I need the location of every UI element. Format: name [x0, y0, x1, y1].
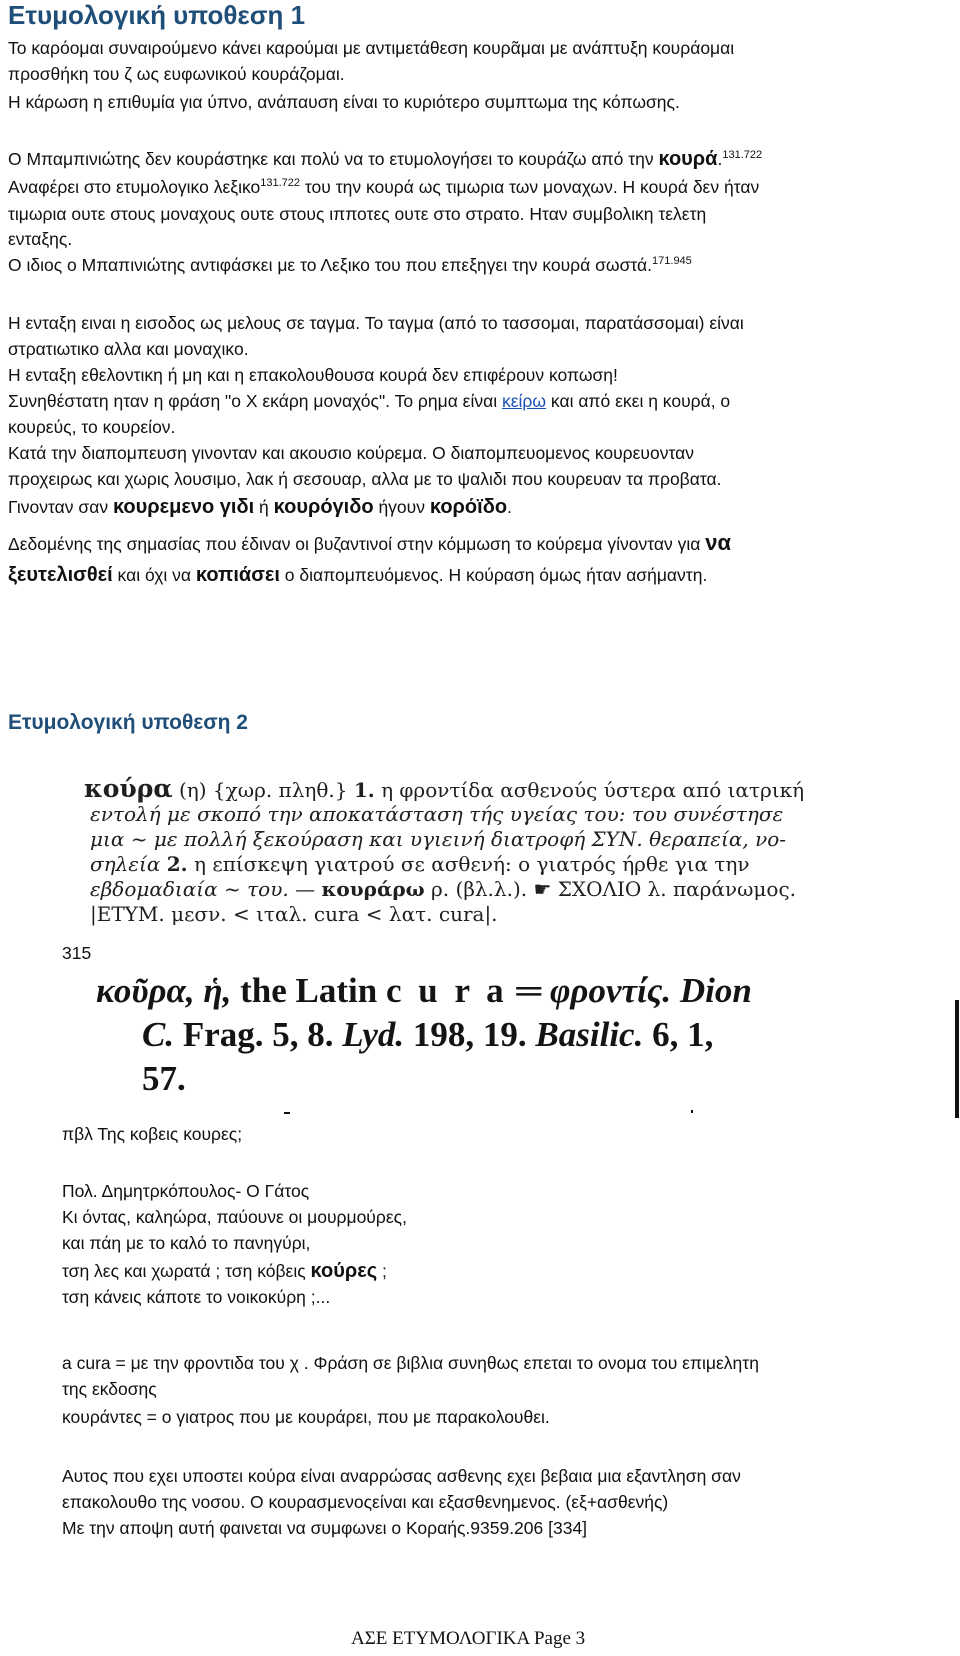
text-run: ήγουν: [373, 497, 430, 517]
page-footer: ΑΣΕ ΕΤΥΜΟΛΟΓΙΚΑ Page 3: [351, 1628, 586, 1649]
paragraph-line: Το καρόομαι συναιρούμενο κάνει καρούμαι με αντιμετάθεση κουρᾶμαι με ανάπτυξη κουράομαι: [8, 38, 735, 58]
scan-edge-mark: [955, 1000, 959, 1118]
paragraph-line: Κατά την διαπομπευση γινονταν και ακουσιο κούρεμα. Ο διαπομπευομενος κουρευονταν: [8, 443, 695, 463]
text-run: Συνηθέστατη ηταν η φράση "ο Χ εκάρη μοναχός". Το ρημα είναι: [8, 391, 502, 411]
paragraph-line: Η κάρωση η επιθυμία για ύπνο, ανάπαυση είναι το κυριότερο συμπτωμα της κόπωσης.: [8, 92, 680, 112]
headword-koura: κούρα: [84, 774, 173, 803]
paragraph-line: κουράντες = ο γιατρος που με κουράρει, που με παρακολουθει.: [62, 1407, 550, 1427]
text-run: Basilic.: [535, 1015, 644, 1054]
text-run: Ο ιδιος ο Μπαπινιώτης αντιφάσκει με το Λεξικο του που επεξηγει την κουρά σωστά.: [8, 255, 653, 275]
paragraph-line: τιμωρια ουτε στους μοναχους ουτε στους ιπποτες ουτε στο στρατο. Ηταν συμβολικη τελετη: [8, 204, 707, 224]
paragraph-line: στρατιωτικο αλλα και μοναχικο.: [8, 339, 249, 359]
emphasis: κουρόγιδο: [273, 496, 374, 518]
poem-line: και πάη με το καλό το πανηγύρι,: [62, 1233, 311, 1253]
paragraph-line: Αυτος που εχει υποστει κούρα είναι αναρρώσας ασθενης εχει βεβαια μια εξαντληση σαν: [62, 1466, 741, 1486]
emphasis: κουρεμενο γιδι: [112, 496, 255, 518]
paragraph-line: Η ενταξη ειναι η εισοδος ως μελους σε ταγμα. Το ταγμα (από το τασσομαι, παρατάσσομαι) είναι: [8, 313, 744, 333]
text-run: ═: [507, 971, 550, 1010]
reference-superscript: 131.722: [722, 149, 763, 162]
text-run: ο διαπομπευόμενος. Η κούραση όμως ήταν ασήμαντη.: [279, 565, 708, 585]
text-run: ή: [254, 497, 274, 517]
paragraph-line: της εκδοσης: [62, 1379, 157, 1399]
text-run: και από εκει η κουρά, ο: [546, 391, 731, 411]
emphasis: κορόϊδο: [429, 496, 508, 518]
text-run: Dion: [671, 971, 752, 1010]
scanned-dictionary-entry-2: [96, 968, 936, 1098]
scan-line: [142, 1012, 713, 1058]
text-run: η φροντίδα ασθενούς ύστερα από ιατρική: [374, 778, 805, 802]
text-run: c u r a: [385, 971, 508, 1010]
page-number-label: 315: [62, 943, 92, 963]
text-run: ρ. (βλ.λ.). ☛ ΣΧΟΛΙΟ λ. παράνωμος.: [424, 877, 796, 901]
paragraph-line: [8, 146, 762, 172]
text-run: Frag. 5, 8.: [174, 1015, 343, 1054]
reference-superscript: 171.945: [652, 255, 692, 268]
paragraph-line: a cura = με την φροντιδα του χ . Φράση σε βιβλια συνηθως επεται το ονομα του επιμελητη: [62, 1353, 759, 1373]
scan-line: 57.: [142, 1059, 186, 1098]
text-run: 198, 19.: [404, 1015, 536, 1054]
paragraph-line: Με την αποψη αυτή φαινεται να συμφωνει ο Κοραής.9359.206 [334]: [62, 1518, 588, 1538]
paragraph-line: προσθήκη του ζ ως ευφωνικού κουράζομαι.: [8, 64, 345, 84]
text-run: Αναφέρει στο ετυμολογικο λεξικο: [8, 177, 261, 197]
text-run: τση λες και χωρατά ; τση κόβεις: [62, 1261, 311, 1281]
paragraph-line: [8, 494, 512, 520]
emphasis: κούρες: [310, 1260, 378, 1282]
paragraph-line: ενταξης.: [8, 229, 73, 249]
section2-heading: Ετυμολογική υποθεση 2: [8, 711, 248, 734]
text-run: Δεδομένης της σημασίας που έδιναν οι βυζαντινοί στην κόμμωση το κούρεμα γίνονταν για: [8, 534, 706, 554]
paragraph-line: κουρεύς, το κουρείον.: [8, 417, 176, 437]
sense-number: 2.: [166, 852, 188, 876]
text-run: σηλεία: [90, 852, 167, 876]
scan-speck: [691, 1110, 693, 1113]
text-run: Lyd.: [342, 1015, 405, 1054]
paragraph-line: [8, 388, 730, 414]
headword-koura-greek: κοῦρα, ἡ,: [96, 971, 232, 1010]
paragraph-line: προχειρως και χωρις λουσιμο, λακ ή σεσουαρ, αλλα με το ψαλιδι που κουρευαν τα προβατα.: [8, 469, 722, 489]
text-run: the Latin: [231, 971, 386, 1010]
scan-line: [90, 876, 796, 902]
text-run: Ο Μπαμπινιώτης δεν κουράστηκε και πολύ να το ετυμολογήσει το κουράζω από την: [8, 149, 659, 169]
scan-speck: [284, 1112, 290, 1114]
text-run: φροντίς.: [549, 971, 672, 1010]
paragraph-line: [8, 252, 692, 278]
paragraph-line: [8, 174, 759, 200]
sense-number: 1.: [353, 778, 375, 802]
text-run: και όχι να: [112, 565, 196, 585]
poem-line: Κι όντας, καληώρα, παύουνε οι μουρμούρες,: [62, 1207, 407, 1227]
reference-superscript: 131.722: [260, 177, 301, 190]
headword-kourarw: κουράρω: [321, 877, 425, 901]
paragraph-line: πβλ Της κοβεις κουρες;: [62, 1124, 243, 1144]
paragraph-line: επακολουθο της νοσου. Ο κουρασμενοςείναι και εξασθενημενος. (εξ+ασθενής): [62, 1492, 669, 1512]
scan-line: [96, 968, 752, 1014]
scanned-dictionary-entry-1: [84, 776, 914, 936]
scan-line: μια ~ με πολλή ξεκούραση και υγιεινή διατροφή ΣΥΝ. θεραπεία, νο-: [90, 827, 787, 851]
poem-line: [62, 1258, 387, 1284]
text-run: η επίσκεψη γιατρού σε ασθενή: ο γιατρός ήρθε για την: [187, 852, 750, 876]
text-run: .: [507, 497, 512, 517]
scan-line: εντολή με σκοπό την αποκατάσταση τής υγείας του: του συνέστησε: [90, 802, 784, 826]
emphasis: κοπιάσει: [195, 564, 280, 586]
text-run: (η) {χωρ. πληθ.}: [172, 778, 354, 802]
text-run: Γινονταν σαν: [8, 497, 113, 517]
text-run: εβδομαδιαία ~ του. —: [90, 877, 322, 901]
emphasis-kouraa: κουρά: [658, 148, 718, 170]
poem-author: Πολ. Δημητρκόπουλος- Ο Γάτος: [62, 1181, 310, 1201]
scan-line: [90, 851, 750, 877]
paragraph-line: Η ενταξη εθελοντικη ή μη και η επακολουθουσα κουρά δεν επιφέρουν κοπωση!: [8, 365, 618, 385]
text-run: .: [717, 149, 723, 169]
paragraph-line: [8, 530, 731, 557]
text-run: C.: [142, 1015, 175, 1054]
text-run: του την κουρά ως τιμωρια των μοναχων. Η κουρά δεν ήταν: [300, 177, 760, 197]
text-run: 6, 1,: [643, 1015, 714, 1054]
paragraph-line: [8, 562, 707, 588]
poem-line: τση κάνεις κάποτε το νοικοκύρη ;...: [62, 1287, 331, 1307]
section1-heading: Ετυμολογική υποθεση 1: [8, 0, 306, 30]
keiro-link[interactable]: κείρω: [501, 391, 547, 411]
emphasis: ξευτελισθεί: [8, 564, 113, 586]
scan-line: [84, 776, 804, 803]
scan-line: |ΕΤΥΜ. μεσν. < ιταλ. cura < λατ. cura|.: [90, 902, 498, 926]
emphasis: να: [705, 530, 731, 555]
text-run: ;: [377, 1261, 387, 1281]
